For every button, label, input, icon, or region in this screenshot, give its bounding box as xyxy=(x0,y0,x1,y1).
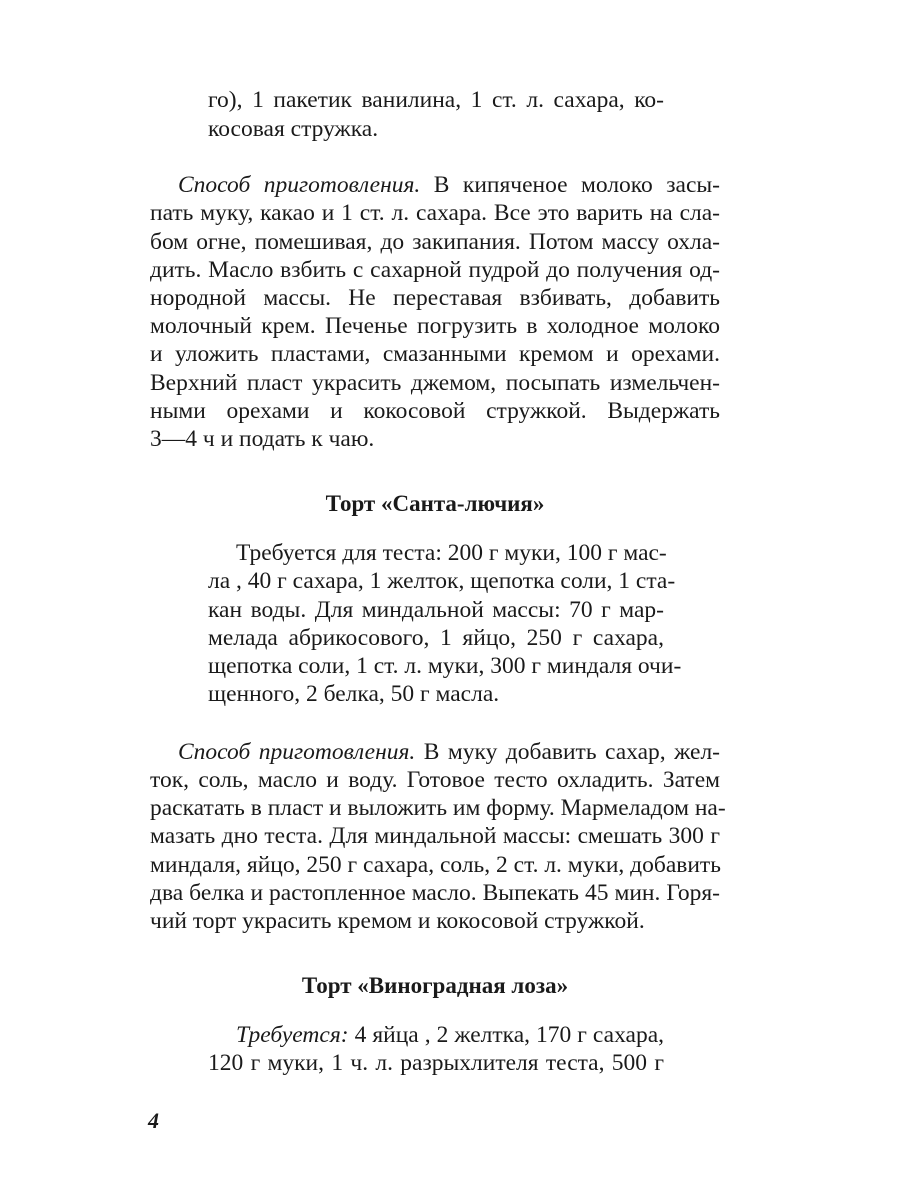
method-lead: Способ приготовления. xyxy=(178,172,421,198)
text-line: щепотка соли, 1 ст. л. муки, 300 г миндаля очи- xyxy=(208,653,682,679)
text-line: 120 г муки, 1 ч. л. разрыхлителя теста, 500 г xyxy=(208,1050,664,1076)
text-line: бом огне, помешивая, до закипания. Потом массу охла- xyxy=(150,229,720,255)
text-line xyxy=(236,1022,664,1049)
text-line: нородной массы. Не переставая взбивать, добавить xyxy=(150,285,720,311)
text-line: ток, соль, масло и воду. Готовое тесто охладить. Затем xyxy=(150,767,720,793)
text-line: молочный крем. Печенье погрузить в холодное молоко xyxy=(150,313,720,339)
text-line: мазать дно теста. Для миндальной массы: смешать 300 г xyxy=(150,823,720,849)
text-line: щенного, 2 белка, 50 г масла. xyxy=(208,681,500,707)
method-text: В кипяченое молоко засы- xyxy=(433,172,721,198)
page-number: 4 xyxy=(148,1108,159,1133)
text-line: 3—4 ч и подать к чаю. xyxy=(150,426,375,452)
text-line: раскатать в пласт и выложить им форму. Мармеладом на- xyxy=(150,795,726,821)
text-line: кан воды. Для миндальной массы: 70 г мар- xyxy=(208,597,664,623)
text-line xyxy=(178,739,720,766)
method-lead: Способ приготовления. xyxy=(178,739,416,765)
text-line xyxy=(178,172,720,199)
text-line: Верхний пласт украсить джемом, посыпать измельчен- xyxy=(150,370,720,396)
text-line: мелада абрикосового, 1 яйцо, 250 г сахара, xyxy=(208,625,664,651)
text-line: Требуется для теста: 200 г муки, 100 г мас- xyxy=(236,540,667,566)
recipe-title: Торт «Санта-лючия» xyxy=(325,491,545,516)
text-line: ными орехами и кокосовой стружкой. Выдержать xyxy=(150,398,720,424)
ingredients-text: 4 яйца , 2 желтка, 170 г сахара, xyxy=(354,1022,665,1048)
text-line: дить. Масло взбить с сахарной пудрой до получения од- xyxy=(150,257,720,283)
method-text: В муку добавить сахар, жел- xyxy=(423,739,720,765)
text-line: и уложить пластами, смазанными кремом и орехами. xyxy=(150,341,720,367)
text-line: косовая стружка. xyxy=(208,116,379,142)
ingredients-lead: Требуется: xyxy=(236,1022,349,1048)
text-line: чий торт украсить кремом и кокосовой стружкой. xyxy=(150,908,645,934)
recipe-title: Торт «Виноградная лоза» xyxy=(301,973,569,998)
text-line: ла , 40 г сахара, 1 желток, щепотка соли, 1 ста- xyxy=(208,568,676,594)
text-line: пать муку, какао и 1 ст. л. сахара. Все это варить на сла- xyxy=(150,200,720,226)
text-line: го), 1 пакетик ванилина, 1 ст. л. сахара, ко- xyxy=(208,87,664,113)
text-line: миндаля, яйцо, 250 г сахара, соль, 2 ст. л. муки, добавить xyxy=(150,852,721,878)
text-line: два белка и растопленное масло. Выпекать 45 мин. Горя- xyxy=(150,880,720,906)
